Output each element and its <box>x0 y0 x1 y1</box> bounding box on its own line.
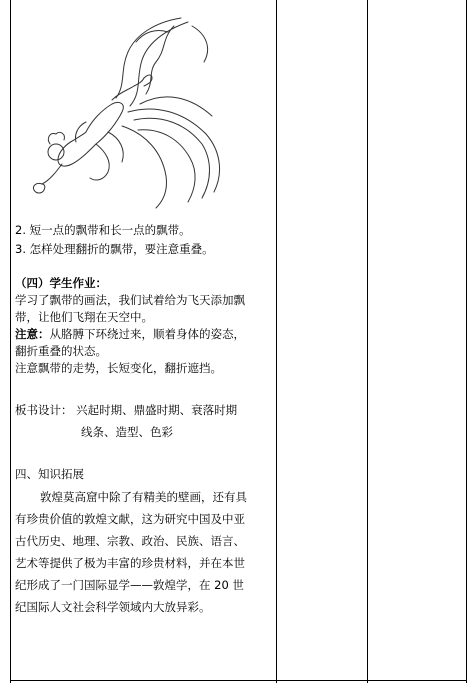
homework-heading: （四）学生作业： <box>15 276 107 290</box>
homework-note <box>15 326 245 342</box>
figure-stroke <box>48 132 64 144</box>
figure-stroke <box>90 144 109 180</box>
table-border-bottom <box>10 680 467 681</box>
table-border-col2 <box>276 0 277 683</box>
extension-paragraph-line: 纪形成了一门国际显学——敦煌学，在 20 世 <box>15 578 244 592</box>
ribbon-stroke <box>130 22 188 106</box>
board-design-row-2: 线条、造型、色彩 <box>81 425 173 439</box>
homework-line-2: 带，让他们飞翔在天空中。 <box>15 310 153 324</box>
ribbon-stroke <box>192 26 208 62</box>
table-border-left <box>10 0 11 683</box>
item-2: 2. 短一点的飘带和长一点的飘带。 <box>15 223 191 237</box>
flying-apsaras-illustration <box>16 12 232 210</box>
figure-stroke <box>86 102 123 144</box>
figure-stroke <box>42 164 62 184</box>
board-design-label: 板书设计： <box>15 403 73 417</box>
board-design-row-1 <box>15 402 237 418</box>
homework-note-line-2: 翻折重叠的状态。 <box>15 344 107 358</box>
figure-stroke <box>33 183 44 193</box>
extension-paragraph-line: 古代历史、地理、宗教、政治、民族、语言、 <box>15 534 245 548</box>
extension-paragraph-line: 艺术等提供了极为丰富的珍贵材料，并在本世 <box>15 556 245 570</box>
note-label: 注意： <box>15 327 50 341</box>
note-text: 从胳膊下环绕过来，顺着身体的姿态， <box>49 327 245 341</box>
figure-stroke <box>108 132 123 162</box>
ribbon-stroke <box>136 30 168 42</box>
ribbon-stroke <box>122 126 167 208</box>
table-border-right <box>466 0 467 683</box>
homework-line-1: 学习了飘带的画法，我们试着给为飞天添加飘 <box>15 293 245 307</box>
figure-stroke <box>75 122 86 142</box>
extension-paragraph-line: 有珍贵价值的敦煌文献，这为研究中国及中亚 <box>15 512 245 526</box>
homework-line-5: 注意飘带的走势，长短变化，翻折遮挡。 <box>15 361 222 375</box>
item-3: 3. 怎样处理翻折的飘带，要注意重叠。 <box>15 242 214 256</box>
table-border-col3 <box>367 0 368 683</box>
ribbon-stroke <box>140 97 212 116</box>
extension-heading: 四、知识拓展 <box>15 467 84 481</box>
extension-paragraph-line: 纪国际人文社会科学领域内大放异彩。 <box>15 600 211 614</box>
extension-paragraph-line: 敦煌莫高窟中除了有精美的壁画，还有具 <box>40 490 247 504</box>
figure-stroke <box>48 144 64 160</box>
board-design-periods: 兴起时期、鼎盛时期、衰落时期 <box>76 403 238 417</box>
